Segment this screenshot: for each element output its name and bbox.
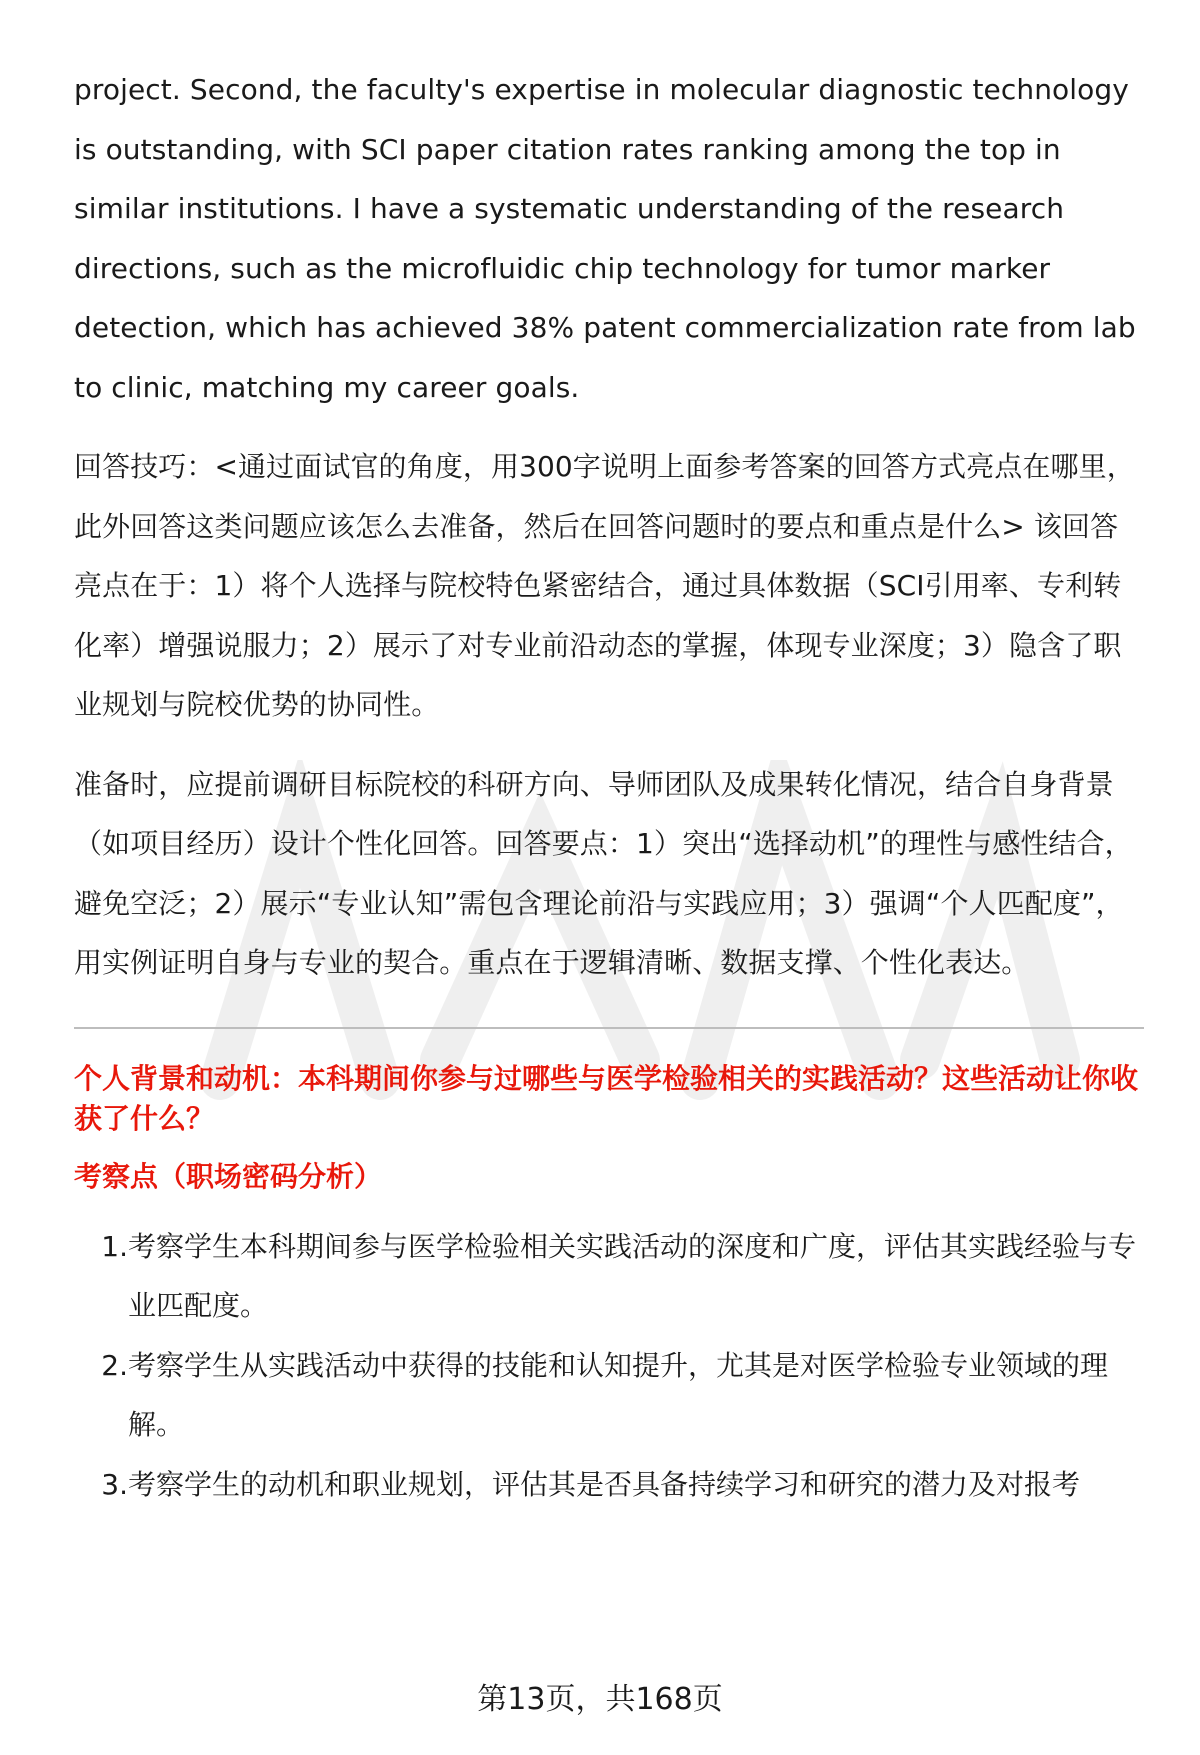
preparation-paragraph: 准备时，应提前调研目标院校的科研方向、导师团队及成果转化情况，结合自身背景（如项目经历）设计个性化回答。回答要点：1）突出“选择动机”的理性与感性结合，避免空泛；2）展示“专业认知”需包含理论前沿与实践应用；3）强调“个人匹配度”，用实例证明自身与专业的契合。重点在于逻辑清晰、数据支撑、个性化表达。 [74,767,1133,979]
question-heading: 个人背景和动机：本科期间你参与过哪些与医学检验相关的实践活动？这些活动让你收获了什么？ [74,1061,1139,1135]
list-item-text: 考察学生本科期间参与医学检验相关实践活动的深度和广度，评估其实践经验与专业匹配度。 [128,1229,1137,1322]
list-item-number: 1. [101,1229,128,1263]
answer-continuation-paragraph: project. Second, the faculty's expertise in molecular diagnostic technology is outstanding, with SCI paper citation rates ranking among the top in similar institutions. I have a systematic understanding of the research directions, such as the microfluidic chip technology for tumor marker detection, which has achieved 38% patent commercialization rate from lab to clinic, matching my career goals. [74,73,1136,404]
list-item [74,1217,1144,1336]
list-item-text: 考察学生的动机和职业规划，评估其是否具备持续学习和研究的潜力及对报考 [128,1467,1081,1501]
answer-tips-paragraph: 回答技巧：<通过面试官的角度，用300字说明上面参考答案的回答方式亮点在哪里，此外回答这类问题应该怎么去准备，然后在回答问题时的要点和重点是什么> 该回答亮点在于：1）将个人选择与院校特色紧密结合，通过具体数据（SCI引用率、专利转化率）增强说服力；2）展示了对专业前沿动态的掌握，体现专业深度；3）隐含了职业规划与院校优势的协同性。 [74,450,1135,721]
list-item-number: 3. [101,1467,128,1501]
page-number-footer: 第13页，共168页 [477,1682,723,1717]
list-item-number: 2. [101,1348,128,1382]
assessment-points-heading: 考察点（职场密码分析） [74,1159,383,1193]
document-page [74,60,1144,1514]
section-divider [74,1027,1144,1029]
list-item [74,1455,1144,1515]
assessment-points-list [74,1217,1144,1515]
list-item [74,1336,1144,1455]
list-item-text: 考察学生从实践活动中获得的技能和认知提升，尤其是对医学检验专业领域的理解。 [128,1348,1109,1441]
